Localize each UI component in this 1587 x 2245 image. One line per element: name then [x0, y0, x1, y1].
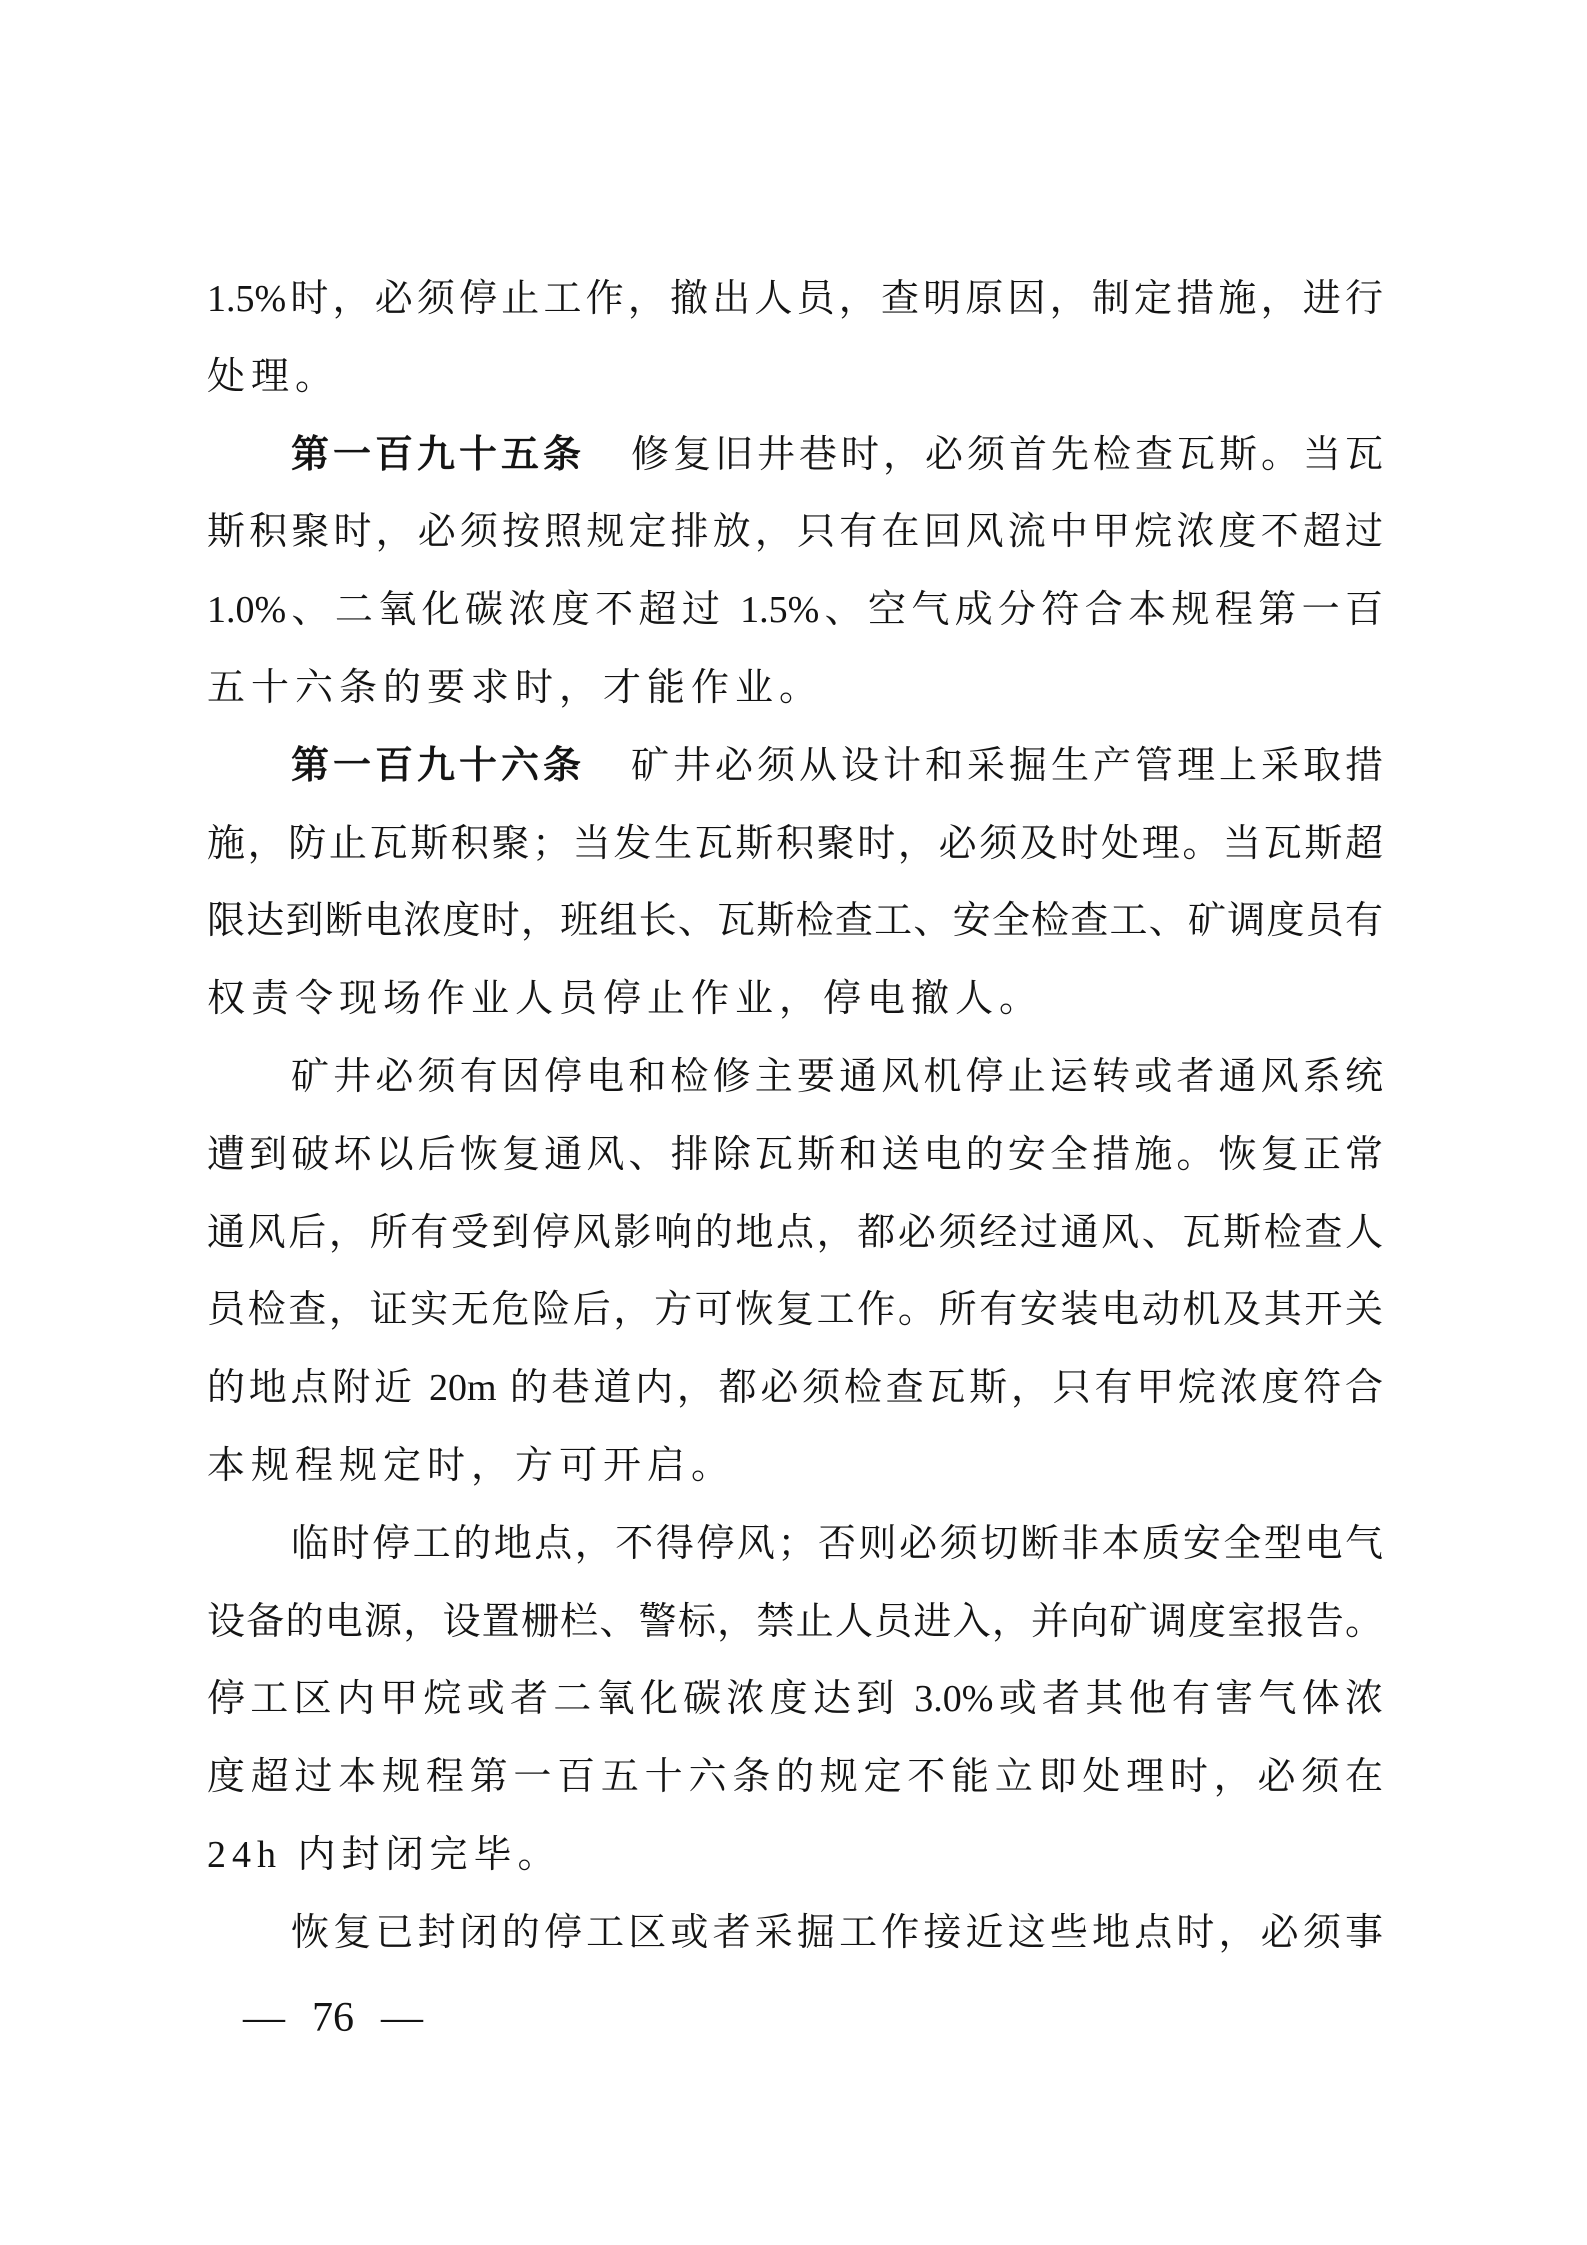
- footer-dash-left: —: [243, 1995, 285, 2041]
- text-line: [207, 650, 1383, 728]
- footer-dash-right: —: [381, 1995, 423, 2041]
- text-line: [207, 1739, 1383, 1817]
- body-text: 斯积聚时，必须按照规定排放，只有在回风流中甲烷浓度不超过: [207, 511, 1383, 554]
- body-text: 矿井必须有因停电和检修主要通风机停止运转或者通风系统: [291, 1055, 1383, 1098]
- text-line: [207, 728, 1383, 806]
- page-number: 76: [312, 1995, 354, 2041]
- article-number: 第一百九十五条: [291, 433, 585, 476]
- text-line: [207, 572, 1383, 650]
- text-line: [207, 261, 1383, 339]
- body-text: 1.0%、二氧化碳浓度不超过 1.5%、空气成分符合本规程第一百: [207, 589, 1383, 632]
- text-line: [207, 339, 1383, 417]
- body-text: 员检查，证实无危险后，方可恢复工作。所有安装电动机及其开关: [207, 1289, 1383, 1332]
- text-line: [207, 1272, 1383, 1350]
- body-text: 的地点附近 20m 的巷道内，都必须检查瓦斯，只有甲烷浓度符合: [207, 1367, 1383, 1410]
- body-text: 修复旧井巷时，必须首先检查瓦斯。当瓦: [627, 433, 1383, 476]
- body-text: 度超过本规程第一百五十六条的规定不能立即处理时，必须在: [207, 1756, 1383, 1799]
- body-text: 遭到破坏以后恢复通风、排除瓦斯和送电的安全措施。恢复正常: [207, 1133, 1383, 1176]
- body-text: 1.5%时，必须停止工作，撤出人员，查明原因，制定措施，进行: [207, 278, 1383, 320]
- text-line: [207, 1428, 1383, 1506]
- text-line: [207, 1350, 1383, 1428]
- text-line: [207, 494, 1383, 572]
- text-line: [207, 1117, 1383, 1195]
- body-text: 矿井必须从设计和采掘生产管理上采取措: [627, 744, 1383, 787]
- text-line: [207, 1195, 1383, 1273]
- body-text: 恢复已封闭的停工区或者采掘工作接近这些地点时，必须事: [291, 1911, 1383, 1954]
- text-line: [207, 1661, 1383, 1739]
- text-line: [207, 1584, 1383, 1662]
- body-text: 处理。: [207, 355, 340, 398]
- body-text: 权责令现场作业人员停止作业，停电撤人。: [207, 978, 1044, 1021]
- body-text: 停工区内甲烷或者二氧化碳浓度达到 3.0%或者其他有害气体浓: [207, 1678, 1383, 1721]
- text-line: [207, 1039, 1383, 1117]
- text-line: [207, 1817, 1383, 1895]
- body-text: 施，防止瓦斯积聚；当发生瓦斯积聚时，必须及时处理。当瓦斯超: [207, 822, 1383, 865]
- body-text: 本规程规定时，方可开启。: [207, 1444, 736, 1487]
- text-line: [207, 883, 1383, 961]
- body-text: 通风后，所有受到停风影响的地点，都必须经过通风、瓦斯检查人: [207, 1211, 1383, 1254]
- article-number: 第一百九十六条: [291, 744, 585, 787]
- text-line: [207, 806, 1383, 884]
- text-line: [207, 417, 1383, 495]
- text-line: [207, 1895, 1383, 1973]
- body-text: 设备的电源，设置栅栏、警标，禁止人员进入，并向矿调度室报告。: [207, 1600, 1383, 1643]
- page-footer: [243, 1994, 423, 2042]
- body-text: 五十六条的要求时，才能作业。: [207, 666, 824, 709]
- text-line: [207, 961, 1383, 1039]
- document-body: [207, 261, 1383, 1973]
- body-text: 限达到断电浓度时，班组长、瓦斯检查工、安全检查工、矿调度员有: [207, 900, 1383, 943]
- body-text: 临时停工的地点，不得停风；否则必须切断非本质安全型电气: [291, 1522, 1383, 1565]
- body-text: 24h 内封闭完毕。: [207, 1833, 562, 1876]
- text-line: [207, 1506, 1383, 1584]
